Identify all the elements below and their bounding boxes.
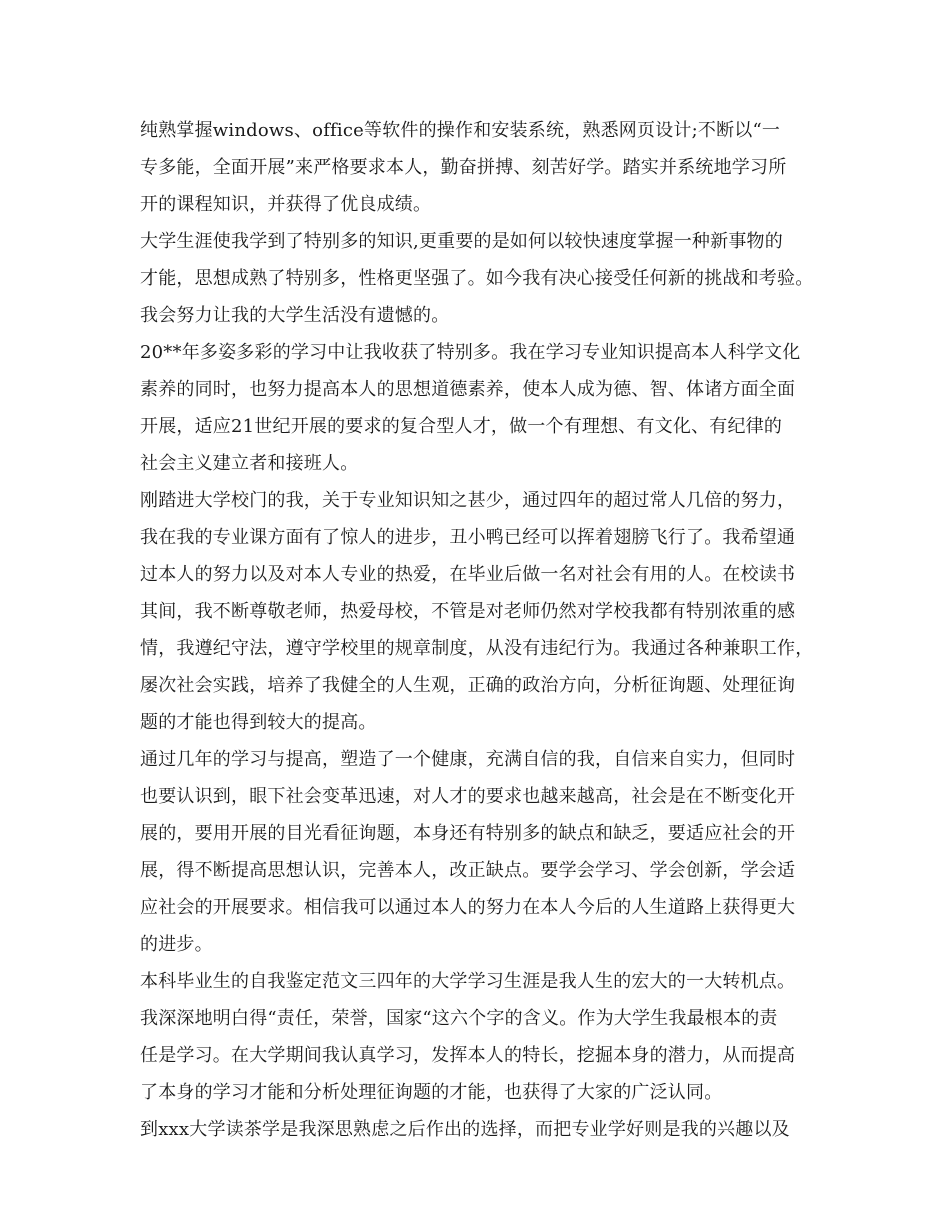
text-line: 开的课程知识，并获得了优良成绩。 bbox=[140, 194, 432, 215]
text-line: 专多能，全面开展”来严格要求本人，勤奋拼搏、刻苦好学。踏实并系统地学习所 bbox=[140, 157, 787, 178]
text-line: 才能，思想成熟了特别多，性格更坚强了。如今我有决心接受任何新的挑战和考验。 bbox=[140, 268, 814, 289]
text-line: 素养的同时，也努力提高本人的思想道德素养，使本人成为德、智、体诸方面全面 bbox=[140, 379, 796, 400]
text-line: 我深深地明白得“责任，荣誉，国家“这六个字的含义。作为大学生我最根本的责 bbox=[140, 1008, 778, 1029]
text-line: 20**年多姿多彩的学习中让我收获了特别多。我在学习专业知识提高本人科学文化 bbox=[140, 342, 801, 363]
document-body bbox=[140, 112, 820, 1148]
text-line: 刚踏进大学校门的我，关于专业知识知之甚少，通过四年的超过常人几倍的努力， bbox=[140, 490, 796, 511]
text-line: 其间，我不断尊敬老师，热爱母校，不管是对老师仍然对学校我都有特别浓重的感 bbox=[140, 601, 796, 622]
text-line: 展，得不断提高思想认识，完善本人，改正缺点。要学会学习、学会创新，学会适 bbox=[140, 860, 796, 881]
text-line: 展的，要用开展的目光看征询题，本身还有特别多的缺点和缺乏，要适应社会的开 bbox=[140, 823, 796, 844]
text-line: 屡次社会实践，培养了我健全的人生观，正确的政治方向，分析征询题、处理征询 bbox=[140, 675, 796, 696]
text-line: 到xxx大学读茶学是我深思熟虑之后作出的选择，而把专业学好则是我的兴趣以及 bbox=[140, 1119, 790, 1140]
text-line: 通过几年的学习与提高，塑造了一个健康，充满自信的我，自信来自实力，但同时 bbox=[140, 749, 796, 770]
text-line: 开展，适应21世纪开展的要求的复合型人才，做一个有理想、有文化、有纪律的 bbox=[140, 416, 783, 437]
text-line: 情，我遵纪守法，遵守学校里的规章制度，从没有违纪行为。我通过各种兼职工作， bbox=[140, 638, 814, 659]
text-line: 的进步。 bbox=[140, 934, 213, 955]
text-line: 题的才能也得到较大的提高。 bbox=[140, 712, 377, 733]
text-line: 应社会的开展要求。相信我可以通过本人的努力在本人今后的人生道路上获得更大 bbox=[140, 897, 796, 918]
text-line: 也要认识到，眼下社会变革迅速，对人才的要求也越来越高，社会是在不断变化开 bbox=[140, 786, 796, 807]
text-line: 了本身的学习才能和分析处理征询题的才能，也获得了大家的广泛认同。 bbox=[140, 1082, 723, 1103]
text-line: 纯熟掌握windows、office等软件的操作和安装系统，熟悉网页设计;不断以“一 bbox=[140, 120, 781, 141]
text-line: 任是学习。在大学期间我认真学习，发挥本人的特长，挖掘本身的潜力，从而提高 bbox=[140, 1045, 796, 1066]
text-line: 本科毕业生的自我鉴定范文三四年的大学学习生涯是我人生的宏大的一大转机点。 bbox=[140, 971, 796, 992]
text-line: 社会主义建立者和接班人。 bbox=[140, 453, 359, 474]
text-line: 过本人的努力以及对本人专业的热爱，在毕业后做一名对社会有用的人。在校读书 bbox=[140, 564, 796, 585]
text-line: 我在我的专业课方面有了惊人的进步，丑小鸭已经可以挥着翅膀飞行了。我希望通 bbox=[140, 527, 796, 548]
text-line: 我会努力让我的大学生活没有遗憾的。 bbox=[140, 305, 450, 326]
text-line: 大学生涯使我学到了特别多的知识,更重要的是如何以较快速度掌握一种新事物的 bbox=[140, 231, 783, 252]
